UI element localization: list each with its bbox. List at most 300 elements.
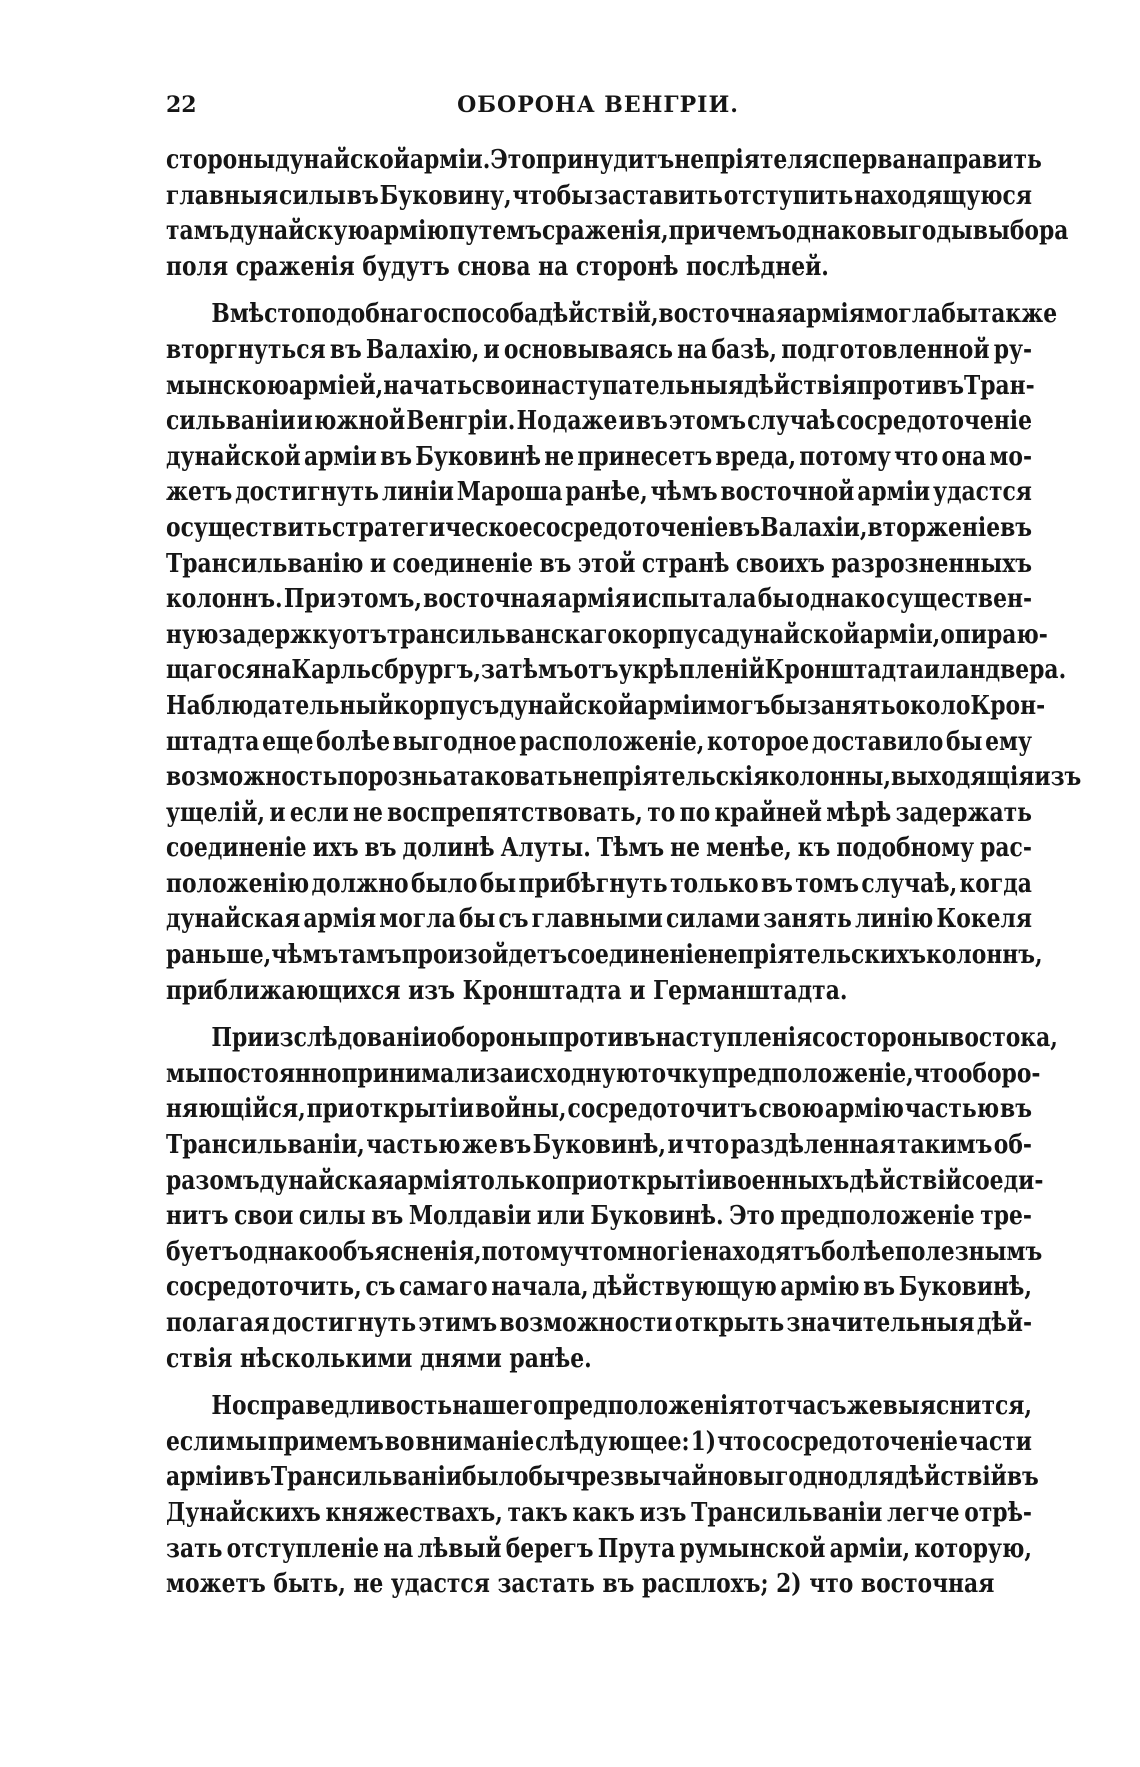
word: сосредоточитъ (567, 1094, 758, 1125)
word: и (667, 1130, 684, 1161)
running-title: ОБОРОНА ВЕНГРІИ. (457, 92, 739, 118)
word: удастся (932, 477, 1032, 508)
word: воспрепятствовать, (387, 797, 643, 828)
word: няющійся, (166, 1094, 306, 1125)
word: Трансильванію (166, 548, 364, 579)
text-line (166, 369, 1035, 405)
word: томъ (795, 868, 860, 899)
word: об- (993, 1130, 1032, 1161)
word: базѣ, (711, 334, 778, 365)
word: что (717, 1426, 762, 1457)
word: дѣйствія (743, 370, 857, 401)
word: начать (383, 370, 472, 401)
word: предположеніе (780, 1201, 975, 1232)
word: дѣйствующую (592, 1272, 777, 1303)
word: осуществить (166, 512, 332, 543)
text-line (166, 582, 1032, 618)
text-line (166, 1270, 1032, 1306)
word: соединеніе (392, 548, 534, 579)
text-line (166, 1306, 1032, 1342)
word: которое (706, 726, 810, 757)
word: отступленіе (226, 1533, 380, 1564)
word: опираю- (940, 619, 1048, 650)
word: арміи (303, 441, 377, 472)
word: могла (379, 904, 456, 935)
word: что (573, 1236, 618, 1267)
word: на (383, 1533, 414, 1564)
word: затѣмъ (480, 655, 574, 686)
word: раньше, (166, 940, 272, 971)
word: и (369, 548, 387, 579)
word: армію (780, 1272, 860, 1303)
word: отступить (723, 180, 854, 211)
word: при (306, 1094, 355, 1125)
word: мо- (989, 441, 1033, 472)
word: оборо- (957, 1058, 1041, 1089)
word: дунайской (166, 441, 301, 472)
paragraph (166, 1389, 1039, 1603)
word: дунайской (499, 690, 634, 721)
page-number: 22 (166, 92, 197, 118)
word: армія (303, 904, 377, 935)
word: Валахію, (365, 334, 480, 365)
word: даже (552, 406, 618, 437)
word: въ (499, 1130, 532, 1161)
text-line (166, 1389, 1032, 1425)
word: стороны (840, 1023, 950, 1054)
word: только (466, 1165, 556, 1196)
word: отъ (341, 619, 387, 650)
word: съ (498, 904, 529, 935)
word: и (296, 406, 313, 437)
text-line (166, 297, 1058, 333)
word: сраженія, (541, 216, 669, 247)
word: мы (225, 1426, 267, 1457)
word: въ (329, 334, 362, 365)
word: соединеніе (166, 833, 307, 864)
word: арміи (857, 477, 931, 508)
text-line (166, 831, 1032, 867)
word: находятъ (702, 1236, 822, 1267)
word: Буковинѣ, (532, 1130, 666, 1161)
text-line (166, 938, 1043, 974)
word: менѣе, (706, 833, 792, 864)
word: открытіи (602, 1165, 722, 1196)
word: подобному (836, 833, 975, 864)
word: потому (799, 441, 891, 472)
word: должно (311, 868, 409, 899)
word: частью (366, 1130, 461, 1161)
word: рас- (980, 833, 1032, 864)
word: чрезвычайно (564, 1462, 738, 1493)
word: не (544, 441, 575, 472)
word: легче (886, 1497, 960, 1528)
word: что (685, 1130, 730, 1161)
word: жетъ (166, 477, 233, 508)
word: трансильванскаго (386, 619, 623, 650)
word: для (848, 1462, 895, 1493)
word: войны, (475, 1094, 567, 1125)
word: ему (985, 726, 1032, 757)
word: Алуты. (500, 833, 591, 864)
word: сперва (818, 145, 907, 175)
word: стратегическое (331, 512, 533, 543)
word: и (483, 334, 500, 365)
word: Вмѣсто (211, 299, 306, 330)
word: сосредоточеніе (762, 1426, 958, 1457)
word: бы (479, 868, 517, 899)
text-line (166, 511, 1032, 547)
word: Прута (597, 1533, 676, 1564)
word: изъ (1034, 762, 1082, 793)
word: такъ (507, 1497, 568, 1528)
word: непріятельскія (572, 762, 770, 793)
word: бы (945, 726, 983, 757)
text-line (166, 653, 1067, 689)
word: однако (781, 216, 872, 247)
text-line: можетъ быть, не удастся застать въ расплохъ; 2) что восточная (166, 1569, 995, 1600)
word: тамъ (338, 940, 402, 971)
word: Кокеля (936, 904, 1033, 935)
word: вторженіе (867, 512, 1001, 543)
word: въ (1006, 1462, 1039, 1493)
word: въ (1000, 512, 1033, 543)
word: такимъ (896, 1130, 993, 1161)
word: со (812, 1023, 841, 1054)
word: дунайскую (229, 216, 370, 247)
text-line (166, 796, 1032, 832)
word: и (269, 797, 286, 828)
word: чѣмъ (650, 477, 718, 508)
word: колонны, (769, 762, 891, 793)
text-line (166, 902, 1032, 938)
word: наступленія (655, 1023, 813, 1054)
word: мѣрѣ (826, 797, 892, 828)
word: При (283, 584, 336, 615)
word: бы (757, 584, 795, 615)
word: главныя (166, 180, 279, 211)
text-line (166, 1235, 1043, 1271)
word: силы (279, 180, 346, 211)
word: Но (211, 1391, 247, 1422)
body-text (166, 143, 1082, 1603)
word: причемъ (668, 216, 782, 247)
word: укрѣпленій (618, 655, 765, 686)
word: въ (760, 868, 793, 899)
word: которую, (914, 1533, 1032, 1564)
word: нитъ (166, 1201, 229, 1232)
word: прибѣгнуть (518, 868, 668, 899)
word: болѣе (821, 1236, 895, 1267)
word: свою (758, 1094, 824, 1125)
page-header (166, 92, 1030, 132)
word: вторгнуться (166, 334, 326, 365)
word: Тран- (963, 370, 1035, 401)
word: дѣйствій, (538, 299, 659, 330)
word: ру- (993, 334, 1033, 365)
word: достигнуть (272, 1308, 417, 1338)
word: задержать (895, 797, 1032, 828)
word: обороны (436, 1023, 549, 1054)
word: тамъ (166, 216, 230, 247)
word: ущелій, (166, 797, 266, 828)
word: задержку (218, 619, 342, 650)
word: бы (941, 299, 978, 330)
word: силы (298, 1201, 366, 1232)
paragraph (166, 297, 1082, 1009)
word: возможность (166, 762, 338, 793)
word: было (410, 868, 478, 899)
word: полезнымъ (894, 1236, 1043, 1267)
word: этомъ (668, 406, 747, 437)
word: въ (728, 512, 761, 543)
word: Это (729, 1201, 775, 1232)
word: принесетъ (577, 441, 713, 472)
word: то (647, 797, 676, 828)
word: буетъ (166, 1236, 239, 1267)
word: бы (458, 904, 496, 935)
text-line (166, 179, 1032, 215)
word: предположеніе, (711, 1058, 914, 1089)
text-line (166, 440, 1032, 476)
word: долинѣ (402, 833, 495, 864)
text-line (166, 867, 1032, 903)
word: Буковинѣ, (898, 1272, 1033, 1303)
word: порознь (337, 762, 443, 793)
word: Трансильваніи (270, 1462, 463, 1493)
word: объясненія, (328, 1236, 482, 1267)
word: мынскою (166, 370, 289, 401)
text-line (166, 547, 1032, 583)
word: армія (393, 1165, 467, 1196)
word: отрѣ- (964, 1497, 1033, 1528)
word: на (677, 334, 708, 365)
word: въ (364, 833, 397, 864)
word: занять (763, 904, 852, 935)
word: чѣмъ (271, 940, 339, 971)
word: крайней (714, 797, 822, 828)
text-line (166, 1128, 1032, 1164)
text-line (166, 1021, 1058, 1057)
word: атаковать (442, 762, 573, 793)
word: частью (904, 1094, 1000, 1125)
word: корпусъ (393, 690, 500, 721)
text-line (166, 725, 1032, 761)
word: справедливость (246, 1391, 453, 1422)
word: способа (437, 299, 539, 330)
text-line (166, 1425, 1032, 1461)
paragraph-gap (166, 1009, 1032, 1021)
word: штадта (166, 726, 260, 757)
word: восточная (423, 584, 557, 615)
word: же (461, 1130, 498, 1161)
word: многіе (617, 1236, 703, 1267)
word: принудитъ (535, 145, 675, 175)
word: армію (824, 1094, 904, 1125)
word: положенію (166, 868, 310, 899)
word: раздѣленная (730, 1130, 896, 1161)
text-line (166, 214, 1069, 250)
word: или (536, 1201, 585, 1232)
word: арміи, (859, 619, 941, 650)
word: ихъ (312, 833, 359, 864)
text-line (166, 1057, 1041, 1093)
word: разомъ (166, 1165, 260, 1196)
paragraph-gap (166, 285, 1032, 297)
word: выгоды (871, 216, 973, 247)
word: подобнаго (305, 299, 438, 330)
word: этомъ, (337, 584, 422, 615)
word: наступательныя (531, 370, 744, 401)
word: арміи, (829, 1533, 911, 1564)
word: слѣдующее: (535, 1426, 690, 1457)
word: южной (313, 406, 406, 437)
word: этой (577, 548, 636, 579)
word: также (977, 299, 1058, 330)
word: этимъ (418, 1308, 498, 1338)
word: щагося (166, 655, 262, 686)
word: Карльсбрургъ, (291, 655, 481, 686)
word: съ (365, 1272, 396, 1303)
text-line (166, 760, 1082, 796)
word: тре- (980, 1201, 1033, 1232)
word: непріятельскихъ (707, 940, 927, 971)
word: произойдетъ (401, 940, 568, 971)
word: свои (234, 1201, 294, 1232)
word: на (261, 655, 292, 686)
word: открыть (674, 1308, 785, 1338)
word: Трансильваніи, (166, 1130, 365, 1161)
text-line: ствія нѣсколькими днями ранѣе. (166, 1343, 592, 1374)
text-line (166, 333, 1032, 369)
word: могъ (706, 690, 771, 721)
word: Буковину, (379, 180, 512, 211)
word: противъ (856, 370, 964, 401)
word: и (618, 406, 635, 437)
word: выяснится, (882, 1391, 1033, 1422)
word: путемъ (448, 216, 542, 247)
word: въ (238, 1462, 271, 1493)
word: свои (471, 370, 532, 401)
word: случаѣ, (861, 868, 958, 899)
word: непріятеля (674, 145, 819, 175)
word: въ (1000, 1094, 1032, 1125)
word: въ (635, 406, 668, 437)
word: линію (854, 904, 934, 935)
word: Буковинѣ. (590, 1201, 724, 1232)
word: исходную (513, 1058, 638, 1089)
text-line: приближающихся изъ Кронштадта и Германштадта. (166, 975, 848, 1006)
word: колоннъ, (926, 940, 1043, 971)
word: заставить (593, 180, 723, 211)
word: однако (795, 584, 886, 615)
word: мы (166, 1058, 207, 1089)
word: въ (380, 441, 413, 472)
word: потому (481, 1236, 574, 1267)
word: сосредоточеніе (532, 512, 729, 543)
word: чтобы (512, 180, 594, 211)
word: за (485, 1058, 514, 1089)
text-line (166, 689, 1046, 725)
word: если (166, 1426, 225, 1457)
word: основываясь (503, 334, 673, 365)
word: постоянно (206, 1058, 342, 1089)
word: Но (516, 406, 552, 437)
word: во (384, 1426, 415, 1457)
text-line (166, 404, 1032, 440)
word: При (211, 1023, 264, 1054)
word: Дунайскихъ (166, 1497, 321, 1528)
word: не (670, 833, 701, 864)
word: ную (166, 619, 219, 650)
word: въ (863, 1272, 896, 1303)
paragraph (166, 1021, 1058, 1377)
word: бы (528, 1462, 565, 1493)
word: армію (369, 216, 449, 247)
word: около (895, 690, 971, 721)
word: арміи. (409, 145, 491, 175)
word: изъ (639, 1497, 687, 1528)
word: находящуюся (854, 180, 1032, 211)
word: однако (238, 1236, 329, 1267)
text-line (166, 1199, 1032, 1235)
text-line (166, 618, 1048, 654)
word: колоннъ. (166, 584, 283, 615)
word: болѣе (316, 726, 390, 757)
word: выгодно (737, 1462, 849, 1493)
word: когда (959, 868, 1032, 899)
word: полагая (166, 1308, 270, 1338)
word: значительныя (786, 1308, 975, 1338)
word: еще (262, 726, 314, 757)
word: ранѣе, (565, 477, 648, 508)
word: при (555, 1165, 603, 1196)
word: армія (557, 584, 631, 615)
word: она (941, 441, 987, 472)
word: дѣйствій (894, 1462, 1007, 1493)
word: княжествахъ, (325, 1497, 503, 1528)
word: если (289, 797, 349, 828)
word: занять (806, 690, 896, 721)
word: восточной (720, 477, 855, 508)
word: сосредоточеніе (836, 406, 1033, 437)
word: возможности (499, 1308, 673, 1338)
word: дунайской (275, 145, 410, 175)
paragraph (166, 143, 1069, 285)
word: испытала (631, 584, 757, 615)
word: отъ (573, 655, 619, 686)
word: начала, (491, 1272, 589, 1303)
word: линіи (381, 477, 454, 508)
text-line (166, 475, 1032, 511)
word: точку (637, 1058, 712, 1089)
word: открытіи (355, 1094, 475, 1125)
word: направить (906, 145, 1042, 175)
word: Венгріи. (406, 406, 516, 437)
word: было (462, 1462, 529, 1493)
text-line (166, 1164, 1044, 1200)
word: соединеніе (567, 940, 708, 971)
word: въ (371, 1201, 404, 1232)
word: достигнуть (235, 477, 379, 508)
word: и (923, 655, 940, 686)
word: армія (791, 299, 865, 330)
word: соеди- (961, 1165, 1044, 1196)
word: къ (797, 833, 831, 864)
word: Трансильваніи (691, 1497, 883, 1528)
word: разрозненныхъ (831, 548, 1033, 579)
word: своихъ (735, 548, 825, 579)
